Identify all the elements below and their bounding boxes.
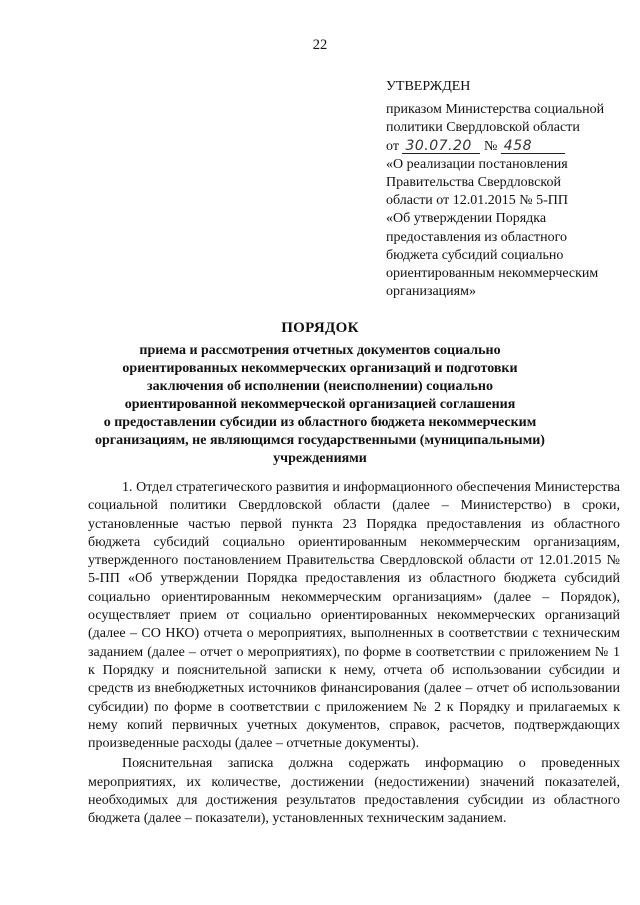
approval-ref-line: ориентированным некоммерческим [386, 266, 599, 282]
approval-ref-line: бюджета субсидий социально [386, 247, 564, 263]
document-body [88, 479, 620, 829]
body-paragraph: 1. Отдел стратегического развития и информационного обеспечения Министерства социальной политики Свердловской области (далее – Министерство) в сроки, установленные частью первой пункта 23 Порядка предоставления из областного бюджета субсидий социально ориентированным некоммерческим организациям, утвержденного постановлением Правительства Свердловской области от 12.01.2015 № 5-ПП «Об утверждении Порядка предоставления из областного бюджета субсидий социально ориентированным некоммерческим организациям» (далее – Порядок), осуществляет прием от социально ориентированных некоммерческих организаций (далее – СО НКО) отчета о мероприятиях, выполненных в соответствии с техническим заданием (далее – отчет о мероприятиях), по форме в соответствии с приложением № 1 к Порядку и пояснительной записки к нему, отчета об использовании субсидии и средств из внебюджетных источников финансирования (далее – отчет об использовании субсидии) по форме в соответствии с приложением № 2 к Порядку и прилагаемых к нему копий первичных учетных документов, справок, расчетов, подтверждающих произведенные расходы (далее – отчетные документы). [88, 480, 620, 752]
title-subline: о предоставлении субсидии из областного бюджета некоммерческим [103, 415, 537, 430]
title-subline: учреждениями [273, 451, 367, 466]
approval-ref-line: «Об утверждении Порядка [386, 211, 547, 227]
body-paragraph: Пояснительная записка должна содержать информацию о проведенных мероприятиях, их количестве, достижении (недостижении) значений показателей, необходимых для достижения результатов предоставления субсидии из областного бюджета (далее – показатели), установленных техническим заданием. [88, 756, 620, 827]
approval-ref-line: «О реализации постановления [386, 156, 568, 172]
handwritten-date: 30.07.20 [402, 139, 480, 154]
from-prefix: от [386, 138, 399, 154]
number-prefix: № [483, 138, 498, 154]
document-title [40, 320, 600, 468]
title-subline: заключения об исполнении (неисполнении) социально [147, 379, 493, 394]
approval-line: приказом Министерства социальной [386, 102, 605, 118]
approval-ref-line: организациям» [386, 284, 476, 300]
title-subline: организациям, не являющимся государственными (муниципальными) [95, 433, 545, 448]
approval-line: политики Свердловской области [386, 120, 580, 136]
approval-date-line [386, 138, 626, 156]
page-number: 22 [312, 37, 328, 53]
approval-block [386, 78, 626, 301]
approval-ref-line: Правительства Свердловской [386, 175, 561, 191]
approval-ref-line: предоставления из областного [386, 229, 567, 245]
approval-ref-line: области от 12.01.2015 № 5-ПП [386, 193, 568, 209]
title-subline: ориентированных некоммерческих организаций и подготовки [122, 361, 518, 376]
title-subline: приема и рассмотрения отчетных документов социально [139, 343, 501, 358]
approval-heading: УТВЕРЖДЕН [386, 79, 471, 94]
handwritten-number: 458 [501, 139, 565, 154]
title-main: ПОРЯДОК [281, 320, 359, 336]
title-subline: ориентированной некоммерческой организацией соглашения [124, 397, 516, 412]
